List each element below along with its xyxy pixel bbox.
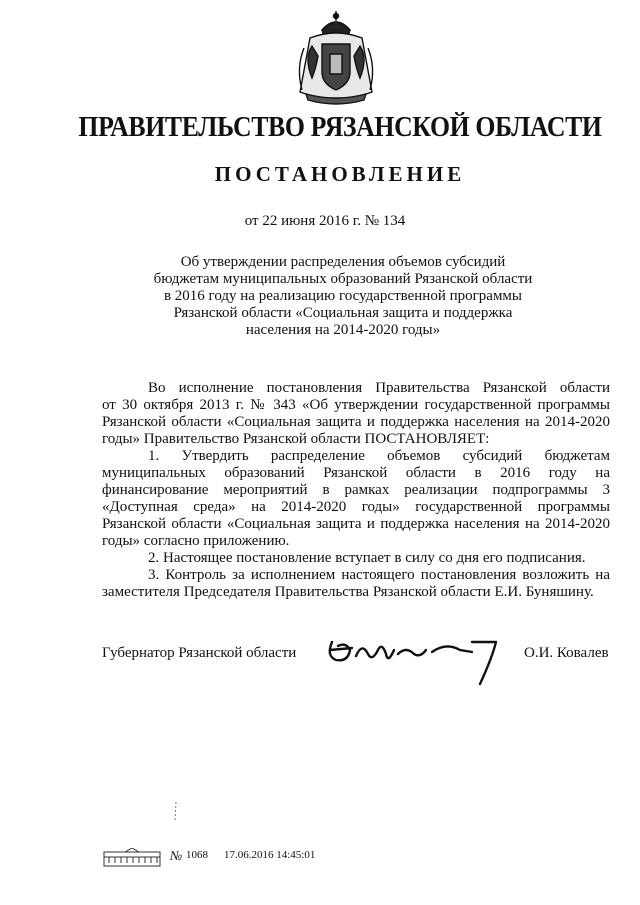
organization-title: ПРАВИТЕЛЬСТВО РЯЗАНСКОЙ ОБЛАСТИ — [78, 112, 602, 143]
subject-line: Об утверждении распределения объемов субсидий — [180, 254, 506, 270]
registration-number-sign: № — [170, 848, 183, 863]
signatory-position: Губернатор Рязанской области — [102, 645, 297, 661]
signatory-name: О.И. Ковалев — [524, 645, 609, 661]
registration-number: 1068 — [186, 849, 208, 861]
document-date-number: от 22 июня 2016 г. № 134 — [244, 213, 406, 229]
body-line: финансирование мероприятий в рамках реализации подпрограммы 3 — [102, 482, 610, 498]
subject-line: Рязанской области «Социальная защита и поддержка — [173, 305, 513, 321]
registration-timestamp: 17.06.2016 14:45:01 — [224, 849, 316, 861]
document-subject — [150, 254, 536, 339]
registration-stamp-icon — [103, 848, 161, 868]
body-line: муниципальных образований Рязанской области в 2016 году на — [102, 465, 610, 481]
body-line: 3. Контроль за исполнением настоящего постановления возложить на — [148, 567, 610, 583]
body-line: годы» Правительство Рязанской области ПОСТАНОВЛЯЕТ: — [102, 431, 490, 447]
body-line: Во исполнение постановления Правительства Рязанской области — [148, 380, 610, 396]
document-body — [102, 380, 610, 601]
body-line: заместителя Председателя Правительства Рязанской области Е.И. Буняшину. — [102, 584, 594, 600]
body-line: годы» согласно приложению. — [102, 533, 290, 549]
coat-of-arms-emblem — [286, 8, 386, 108]
subject-line: в 2016 году на реализацию государственной программы — [163, 288, 523, 304]
body-line: Рязанской области «Социальная защита и поддержка населения на 2014-2020 — [102, 414, 610, 430]
handwritten-signature — [322, 628, 500, 688]
body-line: 2. Настоящее постановление вступает в силу со дня его подписания. — [148, 550, 586, 566]
document-type: ПОСТАНОВЛЕНИЕ — [214, 162, 466, 186]
margin-mark — [173, 800, 179, 822]
subject-line: бюджетам муниципальных образований Рязанской области — [153, 271, 533, 287]
body-line: от 30 октября 2013 г. № 343 «Об утверждении государственной программы — [102, 397, 610, 413]
subject-line: населения на 2014-2020 годы» — [245, 322, 441, 338]
body-line: 1. Утвердить распределение объемов субсидий бюджетам — [148, 448, 610, 464]
body-line: Рязанской области «Социальная защита и поддержка населения на 2014-2020 — [102, 516, 610, 532]
body-line: «Доступная среда» на 2014-2020 годы» государственной программы — [102, 499, 610, 515]
